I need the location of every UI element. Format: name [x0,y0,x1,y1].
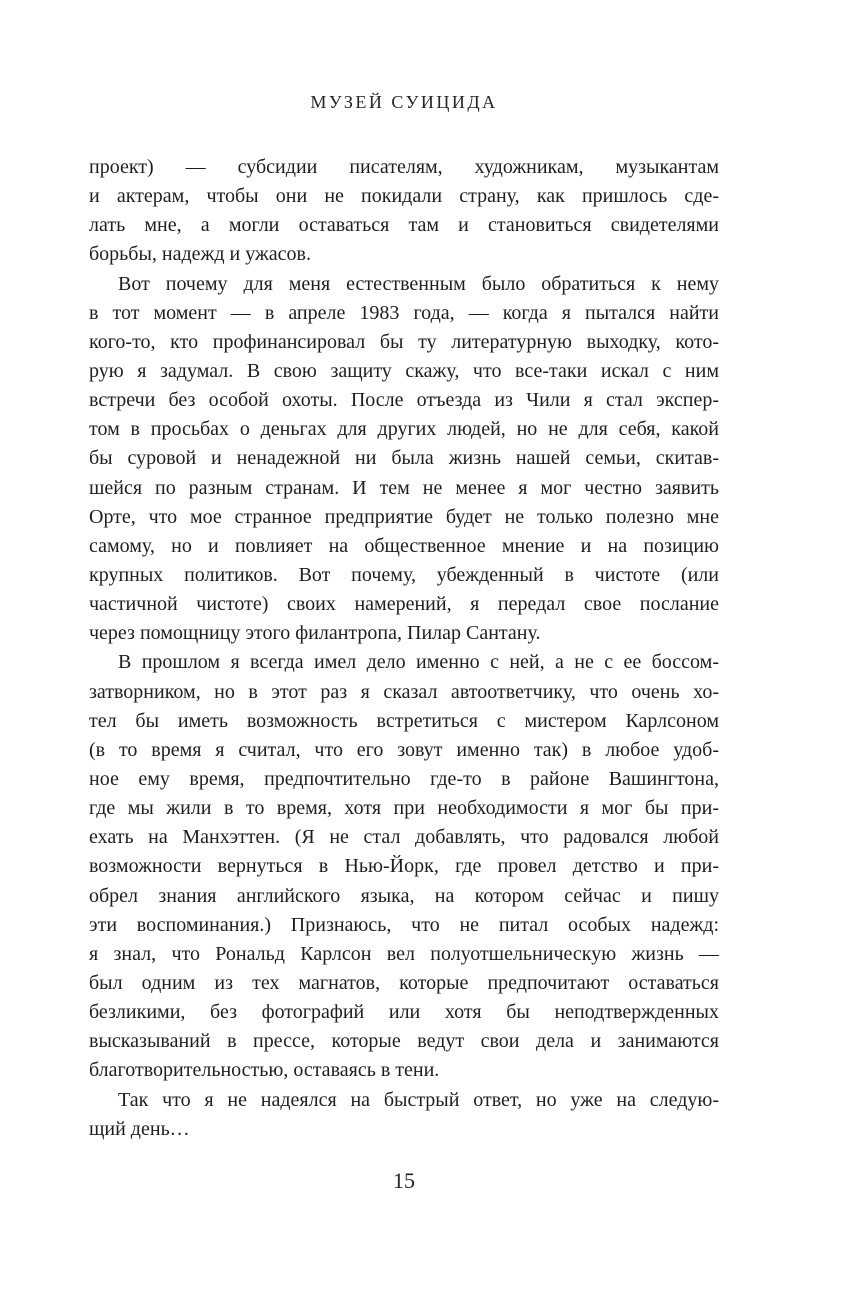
text-line: самому, но и повлияет на общественное мнение и на позицию [89,534,719,557]
text-line: где мы жили в то время, хотя при необходимости я мог бы при- [89,797,719,820]
text-line: крупных политиков. Вот почему, убежденный в чистоте (или [89,563,719,586]
text-line: тел бы иметь возможность встретиться с мистером Карлсоном [89,709,719,732]
text-line: проект) — субсидии писателям, художникам, музыкантам [89,156,719,178]
text-line: В прошлом я всегда имел дело именно с ней, а не с ее боссом- [118,651,719,674]
text-line: и актерам, чтобы они не покидали страну, как пришлось сде- [89,185,719,208]
page-number: 15 [393,1168,415,1193]
text-line: бы суровой и ненадежной ни была жизнь нашей семьи, скитав- [89,447,719,470]
text-line: встречи без особой охоты. После отъезда из Чили я стал экспер- [89,389,719,412]
text-line: щий день… [89,1117,190,1140]
text-line: Вот почему для меня естественным было обратиться к нему [118,272,719,295]
text-line: возможности вернуться в Нью-Йорк, где провел детство и при- [89,855,719,878]
text-line: Орте, что мое странное предприятие будет не только полезно мне [89,505,719,528]
text-line: обрел знания английского языка, на котором сейчас и пишу [89,884,719,907]
text-line: шейся по разным странам. И тем не менее я мог честно заявить [89,476,719,499]
text-line: рую я задумал. В свою защиту скажу, что все-таки искал с ним [89,359,719,382]
text-line: безликими, без фотографий или хотя бы неподтвержденных [89,1001,719,1024]
text-line: затворником, но в этот раз я сказал автоответчику, что очень хо- [89,680,719,703]
text-line: борьбы, надежд и ужасов. [89,243,311,266]
text-line: был одним из тех магнатов, которые предпочитают оставаться [89,971,719,994]
text-line: лать мне, а могли оставаться там и становиться свидетелями [89,214,719,237]
text-line: кого-то, кто профинансировал бы ту литературную выходку, кото- [89,330,719,353]
text-line: Так что я не надеялся на быстрый ответ, но уже на следую- [118,1088,719,1111]
text-line: ное ему время, предпочтительно где-то в районе Вашингтона, [89,767,719,790]
text-line: (в то время я считал, что его зовут именно так) в любое удоб- [89,738,719,761]
text-line: благотворительностью, оставаясь в тени. [89,1059,440,1082]
text-line: высказываний в прессе, которые ведут свои дела и занимаются [89,1030,719,1053]
text-line: эти воспоминания.) Признаюсь, что не питал особых надежд: [89,913,719,936]
body-text [89,153,719,1144]
text-line: я знал, что Рональд Карлсон вел полуотшельническую жизнь — [89,942,719,965]
text-line: в тот момент — в апреле 1983 года, — когда я пытался найти [89,301,719,324]
text-line: частичной чистоте) своих намерений, я передал свое послание [89,593,719,616]
text-line: ехать на Манхэттен. (Я не стал добавлять, что радовался любой [89,826,719,849]
text-line: том в просьбах о деньгах для других людей, но не для себя, какой [89,418,719,441]
running-head: МУЗЕЙ СУИЦИДА [310,92,498,112]
text-line: через помощницу этого филантропа, Пилар Сантану. [89,622,541,645]
